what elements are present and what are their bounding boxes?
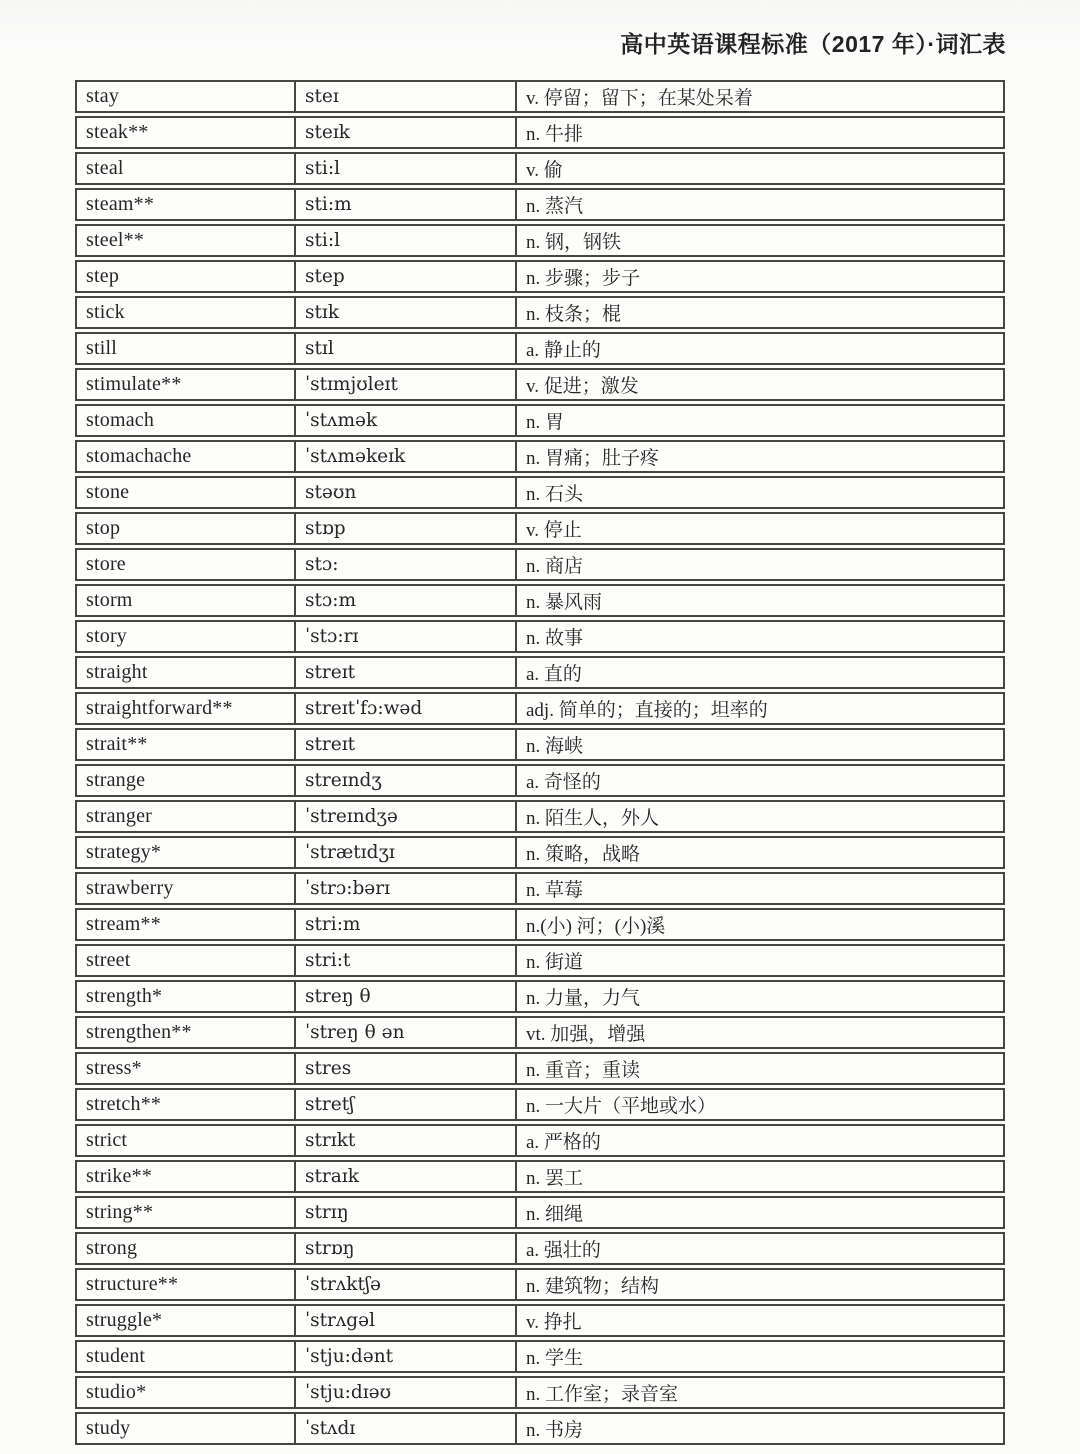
table-row: [75, 1124, 1005, 1157]
phonetic-cell: ˈstju:dɪəʊ: [294, 1378, 515, 1407]
meaning-cell: n. 蒸汽: [515, 190, 1003, 219]
meaning-cell: n. 步骤；步子: [515, 262, 1003, 291]
table-row: [75, 1052, 1005, 1085]
phonetic-cell: streɪt: [294, 658, 515, 687]
table-row: [75, 116, 1005, 149]
table-row: [75, 404, 1005, 437]
table-row: [75, 152, 1005, 185]
table-row: [75, 368, 1005, 401]
phonetic-cell: streɪndʒ: [294, 766, 515, 795]
phonetic-cell: stɪk: [294, 298, 515, 327]
meaning-cell: n. 商店: [515, 550, 1003, 579]
word-cell: stranger: [86, 805, 153, 827]
meaning-cell: v. 促进；激发: [515, 370, 1003, 399]
phonetic-cell: strɪŋ: [294, 1198, 515, 1227]
phonetic-cell: stretʃ: [294, 1090, 515, 1119]
table-row: [75, 728, 1005, 761]
word-cell: stone: [86, 481, 130, 503]
phonetic-cell: stɔ:: [294, 550, 515, 579]
table-row: [75, 224, 1005, 257]
phonetic-cell: stəʊn: [294, 478, 515, 507]
table-row: [75, 440, 1005, 473]
phonetic-cell: stri:m: [294, 910, 515, 939]
phonetic-cell: straɪk: [294, 1162, 515, 1191]
phonetic-cell: stres: [294, 1054, 515, 1083]
meaning-cell: n. 草莓: [515, 874, 1003, 903]
table-row: [75, 836, 1005, 869]
word-cell: street: [86, 949, 131, 971]
meaning-cell: n. 重音；重读: [515, 1054, 1003, 1083]
meaning-cell: v. 偷: [515, 154, 1003, 183]
word-cell: stretch**: [86, 1093, 162, 1115]
phonetic-cell: stɒp: [294, 514, 515, 543]
meaning-cell: n. 海峡: [515, 730, 1003, 759]
word-cell: stick: [86, 301, 125, 323]
meaning-cell: n. 一大片（平地或水）: [515, 1090, 1003, 1119]
table-row: [75, 1304, 1005, 1337]
phonetic-cell: ˈstʌdɪ: [294, 1414, 515, 1443]
table-row: [75, 1232, 1005, 1265]
table-row: [75, 512, 1005, 545]
phonetic-cell: ˈstɪmjʊleɪt: [294, 370, 515, 399]
meaning-cell: n. 力量，力气: [515, 982, 1003, 1011]
meaning-cell: vt. 加强，增强: [515, 1018, 1003, 1047]
table-row: [75, 1376, 1005, 1409]
word-cell: strange: [86, 769, 146, 791]
table-row: [75, 1340, 1005, 1373]
table-row: [75, 656, 1005, 689]
table-row: [75, 548, 1005, 581]
word-cell: stomachache: [86, 445, 192, 467]
word-cell: storm: [86, 589, 133, 611]
word-cell: stay: [86, 85, 120, 107]
word-cell: strike**: [86, 1165, 153, 1187]
word-cell: strong: [86, 1237, 138, 1259]
word-cell: strengthen**: [86, 1021, 192, 1043]
word-cell: strength*: [86, 985, 163, 1007]
phonetic-cell: ˈstreŋ θ ən: [294, 1018, 515, 1047]
word-cell: store: [86, 553, 126, 575]
phonetic-cell: ˈstrɔ:bərɪ: [294, 874, 515, 903]
table-row: [75, 1412, 1005, 1445]
meaning-cell: n.(小) 河；(小)溪: [515, 910, 1003, 939]
meaning-cell: n. 牛排: [515, 118, 1003, 147]
word-cell: stimulate**: [86, 373, 182, 395]
table-row: [75, 1160, 1005, 1193]
table-row: [75, 620, 1005, 653]
phonetic-cell: ˈstɔ:rɪ: [294, 622, 515, 651]
table-row: [75, 908, 1005, 941]
table-row: [75, 1196, 1005, 1229]
word-cell: steak**: [86, 121, 149, 143]
phonetic-cell: ˈstrʌgəl: [294, 1306, 515, 1335]
word-cell: step: [86, 265, 120, 287]
phonetic-cell: ˈstrætɪdʒɪ: [294, 838, 515, 867]
phonetic-cell: stɪl: [294, 334, 515, 363]
table-row: [75, 476, 1005, 509]
phonetic-cell: ˈstʌməkeɪk: [294, 442, 515, 471]
meaning-cell: n. 街道: [515, 946, 1003, 975]
table-row: [75, 296, 1005, 329]
word-cell: strategy*: [86, 841, 162, 863]
word-cell: straight: [86, 661, 148, 683]
meaning-cell: a. 强壮的: [515, 1234, 1003, 1263]
phonetic-cell: streɪtˈfɔ:wəd: [294, 694, 515, 723]
phonetic-cell: strɪkt: [294, 1126, 515, 1155]
phonetic-cell: strɒŋ: [294, 1234, 515, 1263]
table-row: [75, 260, 1005, 293]
word-cell: steal: [86, 157, 124, 179]
table-row: [75, 872, 1005, 905]
meaning-cell: a. 严格的: [515, 1126, 1003, 1155]
meaning-cell: n. 胃: [515, 406, 1003, 435]
table-row: [75, 1268, 1005, 1301]
phonetic-cell: steɪ: [294, 82, 515, 111]
word-cell: stomach: [86, 409, 155, 431]
vocab-table: [75, 80, 1005, 1448]
meaning-cell: n. 石头: [515, 478, 1003, 507]
word-cell: study: [86, 1417, 131, 1439]
word-cell: story: [86, 625, 127, 647]
table-row: [75, 980, 1005, 1013]
meaning-cell: n. 胃痛；肚子疼: [515, 442, 1003, 471]
phonetic-cell: sti:m: [294, 190, 515, 219]
meaning-cell: a. 静止的: [515, 334, 1003, 363]
table-row: [75, 1088, 1005, 1121]
meaning-cell: v. 停止: [515, 514, 1003, 543]
word-cell: student: [86, 1345, 146, 1367]
page-header-title: 高中英语课程标准（2017 年）·词汇表: [620, 31, 1006, 57]
meaning-cell: a. 直的: [515, 658, 1003, 687]
phonetic-cell: steɪk: [294, 118, 515, 147]
phonetic-cell: ˈstʌmək: [294, 406, 515, 435]
table-row: [75, 764, 1005, 797]
meaning-cell: n. 罢工: [515, 1162, 1003, 1191]
word-cell: string**: [86, 1201, 154, 1223]
table-row: [75, 692, 1005, 725]
meaning-cell: n. 陌生人，外人: [515, 802, 1003, 831]
meaning-cell: n. 工作室；录音室: [515, 1378, 1003, 1407]
meaning-cell: n. 钢，钢铁: [515, 226, 1003, 255]
word-cell: straightforward**: [86, 697, 233, 719]
phonetic-cell: sti:l: [294, 226, 515, 255]
table-row: [75, 584, 1005, 617]
table-row: [75, 188, 1005, 221]
phonetic-cell: stɔ:m: [294, 586, 515, 615]
phonetic-cell: ˈstju:dənt: [294, 1342, 515, 1371]
word-cell: still: [86, 337, 118, 359]
word-cell: steam**: [86, 193, 155, 215]
meaning-cell: n. 策略，战略: [515, 838, 1003, 867]
word-cell: stop: [86, 517, 121, 539]
phonetic-cell: streɪt: [294, 730, 515, 759]
table-row: [75, 332, 1005, 365]
meaning-cell: n. 建筑物；结构: [515, 1270, 1003, 1299]
phonetic-cell: streŋ θ: [294, 982, 515, 1011]
meaning-cell: v. 停留；留下；在某处呆着: [515, 82, 1003, 111]
meaning-cell: n. 学生: [515, 1342, 1003, 1371]
phonetic-cell: ˈstrʌktʃə: [294, 1270, 515, 1299]
meaning-cell: n. 枝条；棍: [515, 298, 1003, 327]
meaning-cell: n. 书房: [515, 1414, 1003, 1443]
word-cell: stress*: [86, 1057, 142, 1079]
table-row: [75, 80, 1005, 113]
phonetic-cell: step: [294, 262, 515, 291]
meaning-cell: a. 奇怪的: [515, 766, 1003, 795]
phonetic-cell: stri:t: [294, 946, 515, 975]
phonetic-cell: ˈstreɪndʒə: [294, 802, 515, 831]
word-cell: struggle*: [86, 1309, 163, 1331]
word-cell: steel**: [86, 229, 145, 251]
word-cell: strait**: [86, 733, 148, 755]
meaning-cell: n. 暴风雨: [515, 586, 1003, 615]
meaning-cell: adj. 简单的；直接的；坦率的: [515, 694, 1003, 723]
word-cell: strawberry: [86, 877, 174, 899]
word-cell: stream**: [86, 913, 161, 935]
meaning-cell: n. 故事: [515, 622, 1003, 651]
table-row: [75, 800, 1005, 833]
word-cell: structure**: [86, 1273, 179, 1295]
meaning-cell: v. 挣扎: [515, 1306, 1003, 1335]
word-cell: strict: [86, 1129, 128, 1151]
meaning-cell: n. 细绳: [515, 1198, 1003, 1227]
table-row: [75, 944, 1005, 977]
table-row: [75, 1016, 1005, 1049]
phonetic-cell: sti:l: [294, 154, 515, 183]
word-cell: studio*: [86, 1381, 147, 1403]
